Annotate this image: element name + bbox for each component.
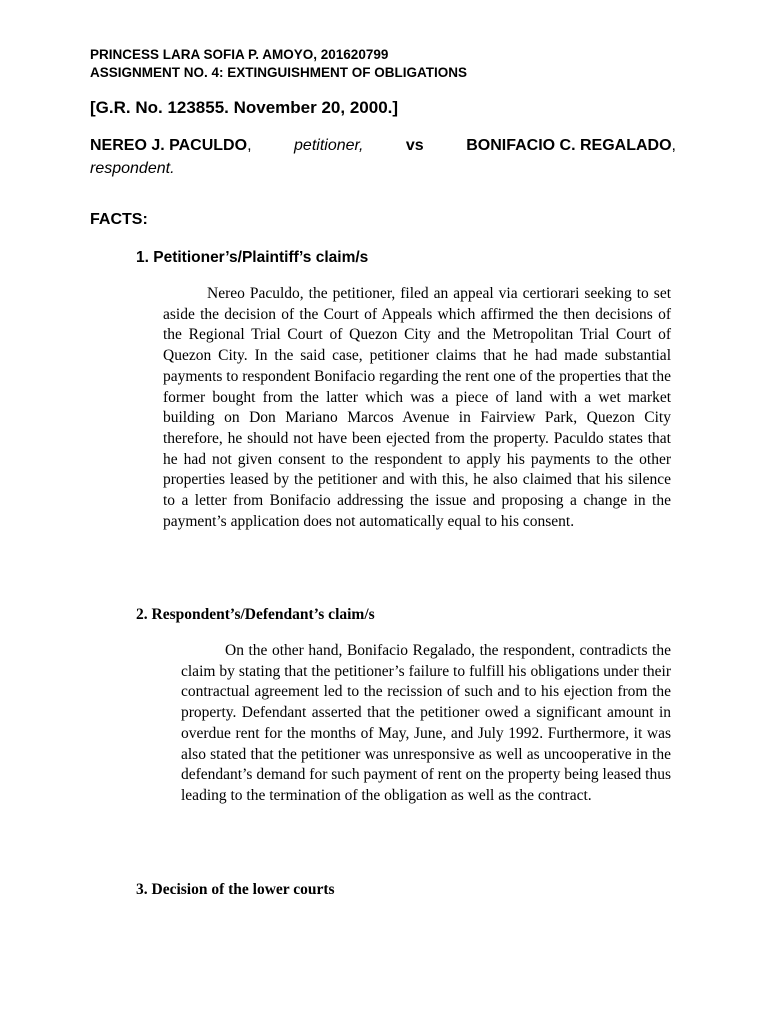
- respondent-name: BONIFACIO C. REGALADO: [466, 137, 672, 154]
- case-parties: [90, 134, 676, 180]
- section-1-title: 1. Petitioner’s/Plaintiff’s claim/s: [136, 249, 369, 266]
- versus-label: vs: [405, 137, 424, 154]
- facts-heading: FACTS:: [90, 211, 148, 228]
- respondent-role: respondent.: [90, 160, 175, 177]
- assignment-line: ASSIGNMENT NO. 4: EXTINGUISHMENT OF OBLIGATIONS: [90, 65, 468, 80]
- section-1-body: Nereo Paculdo, the petitioner, filed an appeal via certiorari seeking to set aside the decision of the Court of Appeals which affirmed the then decisions of the Regional Trial Court of Quezon City and the Metropolitan Trial Court of Quezon City. In the said case, petitioner claims that he had made substantial payments to respondent Bonifacio regarding the rent one of the properties that the former bought from the latter which was a piece of land with a wet market building on Don Mariano Marcos Avenue in Fairview Park, Quezon City therefore, he should not have been ejected from the property. Paculdo states that he had not given consent to the respondent to apply his payments to the other properties leased by the petitioner and with this, he also claimed that his silence to a letter from Bonifacio addressing the issue and proposing a change in the payment’s application does not automatically equal to his consent.: [163, 285, 671, 530]
- petitioner-name: NEREO J. PACULDO: [90, 137, 248, 154]
- section-2-title: 2. Respondent’s/Defendant’s claim/s: [136, 606, 375, 623]
- respondent-group: BONIFACIO C. REGALADO,: [466, 137, 676, 154]
- case-number: [G.R. No. 123855. November 20, 2000.]: [90, 98, 399, 117]
- parties-line: [90, 134, 676, 157]
- section-2-body: On the other hand, Bonifacio Regalado, the respondent, contradicts the claim by stating that the petitioner’s failure to fulfill his obligations under their contractual agreement led to the recission of such and to his ejection from the property. Defendant asserted that the petitioner owed a significant amount in overdue rent for the months of May, June, and July 1992. Furthermore, it was also stated that the petitioner was unresponsive as well as uncooperative in the defendant’s demand for such payment of rent on the property being leased thus leading to the termination of the obligation as well as the contract.: [181, 642, 671, 804]
- petitioner-group: NEREO J. PACULDO,: [90, 137, 252, 154]
- respondent-role-line: [90, 157, 676, 180]
- author-line: PRINCESS LARA SOFIA P. AMOYO, 201620799: [90, 47, 389, 62]
- section-3-title: 3. Decision of the lower courts: [136, 881, 335, 898]
- petitioner-role: petitioner,: [294, 137, 364, 154]
